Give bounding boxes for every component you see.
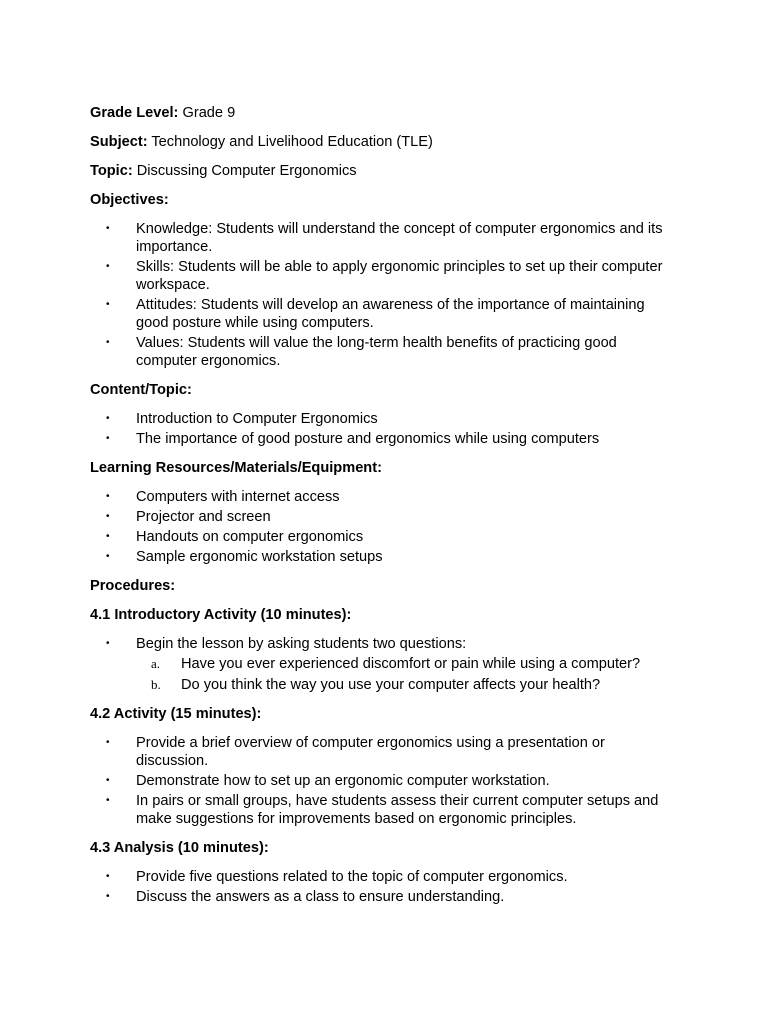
list-item xyxy=(90,635,676,694)
bullet-icon: • xyxy=(106,551,110,562)
list-item xyxy=(90,734,676,770)
content-list xyxy=(90,410,678,448)
bullet-icon: • xyxy=(106,413,110,424)
question-sublist xyxy=(136,655,676,694)
introductory-activity-list xyxy=(90,635,678,694)
analysis-list xyxy=(90,868,678,906)
list-item-text: Provide a brief overview of computer ergonomics using a presentation or discussion. xyxy=(136,735,605,769)
bullet-icon: • xyxy=(106,433,110,444)
grade-level-label: Grade Level: xyxy=(90,105,179,121)
bullet-icon: • xyxy=(106,871,110,882)
bullet-icon: • xyxy=(106,337,110,348)
objectives-heading: Objectives: xyxy=(90,192,169,208)
sublist-item-text: Do you think the way you use your computer affects your health? xyxy=(181,677,601,693)
bullet-icon: • xyxy=(106,511,110,522)
list-item xyxy=(90,258,676,294)
list-item-text: In pairs or small groups, have students assess their current computer setups and make suggestions for improvements based on ergonomic principles. xyxy=(136,793,659,827)
grade-level-field xyxy=(90,104,678,122)
list-item xyxy=(90,220,676,256)
subject-value: Technology and Livelihood Education (TLE) xyxy=(151,134,433,150)
list-item-text: Sample ergonomic workstation setups xyxy=(136,549,383,565)
list-item xyxy=(90,334,676,370)
list-item xyxy=(90,410,676,428)
list-item xyxy=(90,868,676,886)
list-item xyxy=(90,888,676,906)
subject-field xyxy=(90,133,678,151)
bullet-icon: • xyxy=(106,775,110,786)
content-heading: Content/Topic: xyxy=(90,382,192,398)
bullet-icon: • xyxy=(106,531,110,542)
activity-list xyxy=(90,734,678,828)
list-item-text: Skills: Students will be able to apply ergonomic principles to set up their computer workspace. xyxy=(136,259,663,293)
list-item-text: Handouts on computer ergonomics xyxy=(136,529,364,545)
resources-heading: Learning Resources/Materials/Equipment: xyxy=(90,460,382,476)
resources-list xyxy=(90,488,678,566)
objectives-list xyxy=(90,220,678,370)
list-item xyxy=(90,488,676,506)
bullet-icon: • xyxy=(106,891,110,902)
bullet-icon: • xyxy=(106,638,110,649)
list-item-text: Demonstrate how to set up an ergonomic computer workstation. xyxy=(136,773,550,789)
list-item-text: The importance of good posture and ergonomics while using computers xyxy=(136,431,600,447)
sublist-marker: b. xyxy=(151,677,161,692)
sublist-item xyxy=(136,655,676,673)
sublist-marker: a. xyxy=(151,656,161,671)
bullet-icon: • xyxy=(106,795,110,806)
topic-label: Topic: xyxy=(90,163,133,179)
list-item-text: Introduction to Computer Ergonomics xyxy=(136,411,378,427)
topic-value: Discussing Computer Ergonomics xyxy=(136,163,357,179)
list-item xyxy=(90,430,676,448)
list-item xyxy=(90,508,676,526)
bullet-icon: • xyxy=(106,299,110,310)
list-item-text: Provide five questions related to the topic of computer ergonomics. xyxy=(136,869,568,885)
activity-heading: 4.2 Activity (15 minutes): xyxy=(90,706,262,722)
list-item-text: Attitudes: Students will develop an awareness of the importance of maintaining good posture while using computers. xyxy=(136,297,645,331)
list-item xyxy=(90,296,676,332)
sublist-item-text: Have you ever experienced discomfort or pain while using a computer? xyxy=(181,656,641,672)
bullet-icon: • xyxy=(106,223,110,234)
bullet-icon: • xyxy=(106,261,110,272)
list-item-text: Computers with internet access xyxy=(136,489,340,505)
list-item-text: Knowledge: Students will understand the concept of computer ergonomics and its importance. xyxy=(136,221,663,255)
subject-label: Subject: xyxy=(90,134,148,150)
bullet-icon: • xyxy=(106,737,110,748)
list-item-text: Projector and screen xyxy=(136,509,271,525)
list-item xyxy=(90,548,676,566)
list-item xyxy=(90,772,676,790)
bullet-icon: • xyxy=(106,491,110,502)
list-item xyxy=(90,528,676,546)
topic-field xyxy=(90,162,678,180)
analysis-heading: 4.3 Analysis (10 minutes): xyxy=(90,840,269,856)
list-item-text: Begin the lesson by asking students two questions: xyxy=(136,636,467,652)
list-item-text: Values: Students will value the long-term health benefits of practicing good computer ergonomics. xyxy=(136,335,617,369)
procedures-heading: Procedures: xyxy=(90,578,176,594)
grade-level-value: Grade 9 xyxy=(182,105,236,121)
list-item xyxy=(90,792,676,828)
introductory-activity-heading: 4.1 Introductory Activity (10 minutes): xyxy=(90,607,352,623)
list-item-text: Discuss the answers as a class to ensure understanding. xyxy=(136,889,505,905)
sublist-item xyxy=(136,676,676,694)
